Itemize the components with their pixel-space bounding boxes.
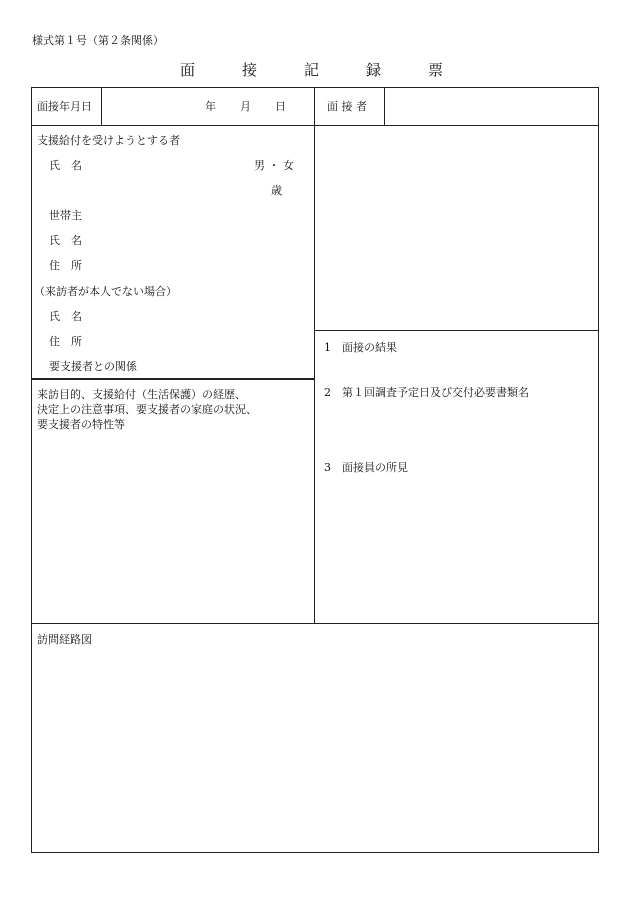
border-left bbox=[31, 87, 32, 853]
applicant-section-label: 支援給付を受けようとする者 bbox=[37, 134, 180, 147]
relationship-label: 要支援者との関係 bbox=[49, 360, 137, 373]
result-item-2: 2 第１回調査予定日及び交付必要書類名 bbox=[324, 386, 529, 399]
center-divider bbox=[314, 87, 315, 624]
year-label: 年 bbox=[205, 100, 216, 113]
interviewer-label: 面 接 者 bbox=[327, 100, 367, 113]
purpose-line-2: 決定上の注意事項、要支援者の家庭の状況、 bbox=[37, 403, 257, 416]
result-item-1: 1 面接の結果 bbox=[324, 341, 397, 354]
border-top bbox=[31, 87, 599, 88]
visitor-note: （来訪者が本人でない場合） bbox=[34, 285, 177, 298]
purpose-line-3: 要支援者の特性等 bbox=[37, 418, 125, 431]
date-label-divider bbox=[101, 87, 102, 126]
title-char-3: 記 bbox=[304, 61, 320, 79]
title-char-4: 録 bbox=[366, 61, 382, 79]
title-char-1: 面 bbox=[180, 61, 196, 79]
border-bottom bbox=[31, 852, 599, 853]
visitor-name-label: 氏 名 bbox=[49, 310, 82, 323]
day-label: 日 bbox=[275, 100, 286, 113]
age-unit-label: 歳 bbox=[271, 184, 282, 197]
route-divider bbox=[31, 623, 599, 624]
household-head-name-label: 氏 名 bbox=[49, 234, 82, 247]
border-right bbox=[598, 87, 599, 853]
interview-date-label: 面接年月日 bbox=[37, 100, 92, 113]
result-item-3: 3 面接員の所見 bbox=[324, 461, 408, 474]
applicant-name-label: 氏 名 bbox=[49, 159, 82, 172]
title-char-2: 接 bbox=[242, 61, 258, 79]
header-row-divider bbox=[31, 125, 599, 126]
form-number: 様式第１号（第２条関係） bbox=[32, 34, 164, 47]
route-map-label: 訪問経路図 bbox=[37, 633, 92, 646]
purpose-line-1: 来訪目的、支援給付（生活保護）の経歴、 bbox=[37, 388, 246, 401]
title-char-5: 票 bbox=[428, 61, 444, 79]
household-head-address-label: 住 所 bbox=[49, 259, 82, 272]
results-divider bbox=[314, 330, 599, 331]
month-label: 月 bbox=[240, 100, 251, 113]
gender-options: 男 ・ 女 bbox=[254, 159, 294, 172]
household-head-label: 世帯主 bbox=[49, 209, 82, 222]
interviewer-label-divider bbox=[384, 87, 385, 126]
applicant-purpose-divider bbox=[31, 378, 315, 380]
visitor-address-label: 住 所 bbox=[49, 335, 82, 348]
